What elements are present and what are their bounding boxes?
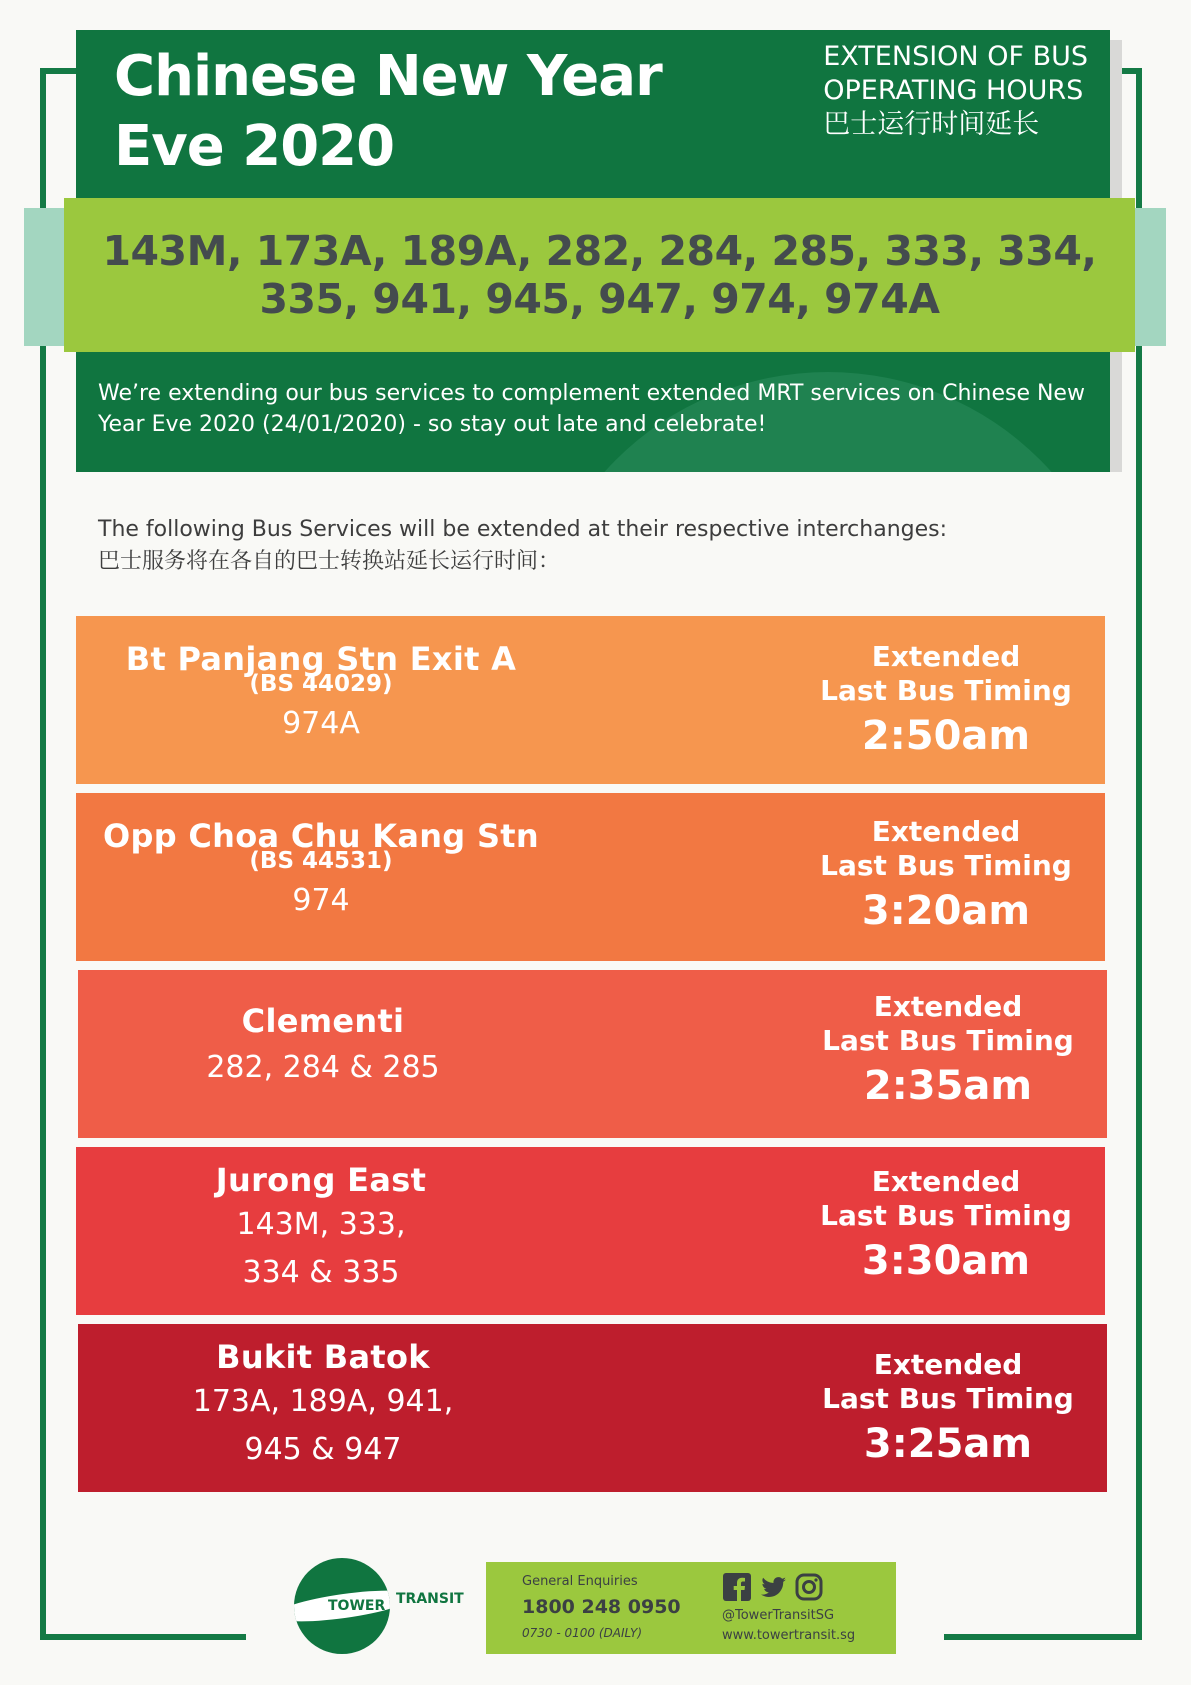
timing-label-extended: Extended <box>871 640 1021 673</box>
last-bus-time: 3:25am <box>863 1421 1033 1467</box>
bus-services: 974 <box>292 883 350 918</box>
frame-line-bottom-right <box>944 1634 1142 1640</box>
bus-stop-code: (BS 44029) <box>249 671 393 697</box>
bus-services: 282, 284 & 285 <box>206 1050 440 1085</box>
last-bus-time: 3:20am <box>861 888 1031 934</box>
interchange-info <box>76 793 566 961</box>
timing-info <box>726 1147 1166 1315</box>
interchange-info <box>76 1147 566 1315</box>
subtitle-line-2: OPERATING HOURS <box>823 75 1084 106</box>
bus-services-line-2: 945 & 947 <box>244 1432 402 1467</box>
operating-hours: 0730 - 0100 (DAILY) <box>522 1626 643 1640</box>
timing-label-extended: Extended <box>873 990 1023 1023</box>
interchange-name: Clementi <box>241 1002 405 1040</box>
interchange-info <box>78 970 568 1138</box>
timing-label-last-bus: Last Bus Timing <box>820 674 1072 707</box>
bus-services: 974A <box>282 706 360 741</box>
bus-services-line-2: 334 & 335 <box>242 1255 400 1290</box>
last-bus-time: 2:50am <box>861 713 1031 759</box>
facebook-icon[interactable] <box>722 1572 752 1602</box>
bus-services-line-1: 173A, 189A, 941, <box>192 1384 454 1419</box>
social-icons <box>722 1572 824 1602</box>
logo-text-tower: TOWER <box>328 1598 386 1614</box>
interchange-row <box>78 970 1107 1138</box>
twitter-icon[interactable] <box>758 1572 788 1602</box>
phone-number[interactable]: 1800 248 0950 <box>522 1596 681 1618</box>
timing-label-extended: Extended <box>871 815 1021 848</box>
intro-box <box>76 352 1110 472</box>
timing-label-last-bus: Last Bus Timing <box>822 1382 1074 1415</box>
interchange-info <box>78 1324 568 1492</box>
timing-label-last-bus: Last Bus Timing <box>822 1024 1074 1057</box>
lead-text-english: The following Bus Services will be extended at their respective interchanges: <box>98 517 948 542</box>
routes-line-2: 335, 941, 945, 947, 974, 974A <box>259 275 940 323</box>
subtitle-line-chinese: 巴士运行时间延长 <box>823 109 1040 140</box>
lead-text <box>98 514 947 578</box>
interchange-name: Jurong East <box>215 1161 427 1199</box>
bus-stop-code: (BS 44531) <box>249 848 393 874</box>
frame-line-bottom-left <box>40 1634 246 1640</box>
interchange-name: Bukit Batok <box>216 1338 430 1376</box>
timing-info <box>726 793 1166 961</box>
interchange-name: Bt Panjang Stn Exit A <box>125 640 517 678</box>
logo-text-transit: TRANSIT <box>396 1591 464 1607</box>
page-title <box>114 42 662 182</box>
interchange-row <box>76 1147 1105 1315</box>
intro-text: We’re extending our bus services to complement extended MRT services on Chinese New Year Eve 2020 (24/01/2020) - so stay out late and celebrate! <box>98 381 1085 437</box>
enquiries-label: General Enquiries <box>522 1574 638 1589</box>
last-bus-time: 2:35am <box>863 1063 1033 1109</box>
timing-info <box>728 1324 1168 1492</box>
interchange-row <box>76 616 1105 784</box>
interchange-row <box>78 1324 1107 1492</box>
lead-text-chinese: 巴士服务将在各自的巴士转换站延长运行时间： <box>98 549 561 574</box>
timing-label-extended: Extended <box>873 1348 1023 1381</box>
interchange-row <box>76 793 1105 961</box>
timing-info <box>728 970 1168 1138</box>
timing-label-last-bus: Last Bus Timing <box>820 1199 1072 1232</box>
frame-line-top-left <box>40 68 76 74</box>
timing-label-extended: Extended <box>871 1165 1021 1198</box>
routes-banner <box>64 198 1135 352</box>
header-banner <box>76 30 1110 200</box>
website-link[interactable]: www.towertransit.sg <box>722 1628 856 1643</box>
interchange-name: Opp Choa Chu Kang Stn <box>103 817 539 855</box>
subtitle-line-1: EXTENSION OF BUS <box>823 41 1088 72</box>
instagram-icon[interactable] <box>794 1572 824 1602</box>
social-handle[interactable]: @TowerTransitSG <box>722 1608 835 1623</box>
title-line-1: Chinese New Year <box>114 44 662 109</box>
header-subtitle <box>823 40 1088 142</box>
title-line-2: Eve 2020 <box>114 114 395 179</box>
timing-label-last-bus: Last Bus Timing <box>820 849 1072 882</box>
routes-line-1: 143M, 173A, 189A, 282, 284, 285, 333, 334, <box>102 227 1097 275</box>
timing-info <box>726 616 1166 784</box>
contact-panel <box>486 1562 896 1654</box>
last-bus-time: 3:30am <box>861 1238 1031 1284</box>
tower-transit-logo <box>294 1558 390 1654</box>
bus-services-line-1: 143M, 333, <box>236 1207 406 1242</box>
interchange-info <box>76 616 566 784</box>
